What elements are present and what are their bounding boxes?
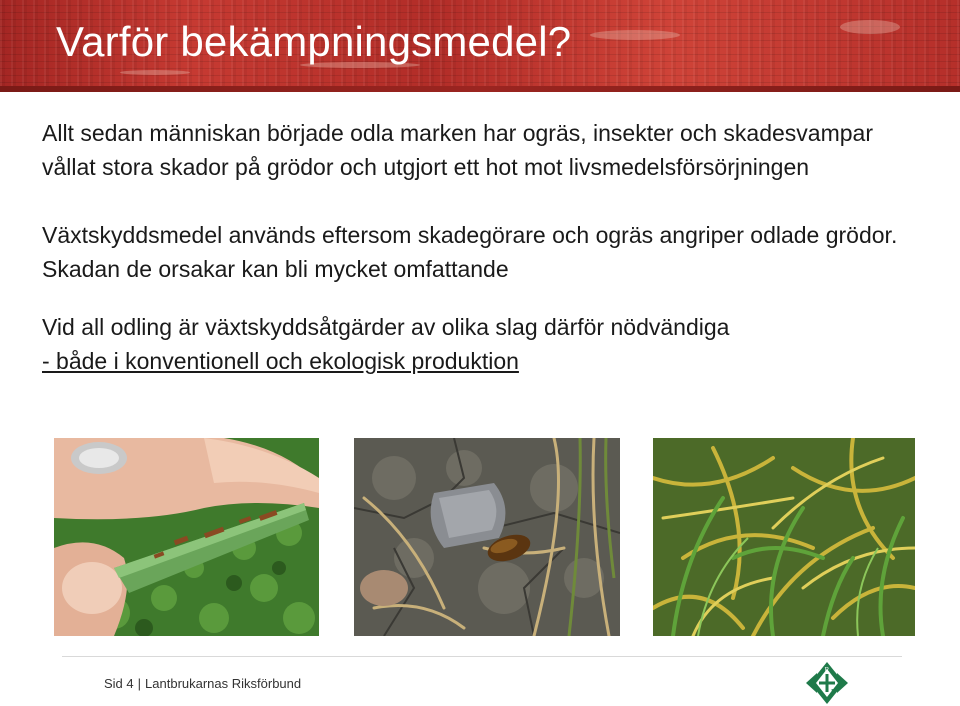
slide-title: Varför bekämpningsmedel? bbox=[56, 18, 572, 65]
yellowing-crop-photo bbox=[653, 438, 915, 636]
organization-name: Lantbrukarnas Riksförbund bbox=[145, 676, 302, 691]
page-number: Sid 4 bbox=[104, 676, 134, 691]
header-divider bbox=[0, 86, 960, 92]
footer-text bbox=[104, 676, 301, 691]
conclusion-line-2: - både i konventionell och ekologisk produktion bbox=[42, 348, 519, 374]
conclusion-line-1: Vid all odling är växtskyddsåtgärder av olika slag därför nödvändiga bbox=[42, 314, 730, 340]
lrf-logo bbox=[800, 660, 854, 706]
logo-letter-r: R bbox=[824, 666, 830, 674]
header-banner bbox=[0, 0, 960, 90]
logo-letter-f: F bbox=[831, 688, 835, 696]
paragraph-intro: Allt sedan människan började odla marken har ogräs, insekter och skadesvampar vållat stora skador på grödor och utgjort ett hot mot livsmedelsförsörjningen bbox=[42, 120, 873, 180]
footer-separator: | bbox=[137, 676, 142, 691]
slug-on-soil-photo bbox=[354, 438, 620, 636]
diseased-leaf-photo bbox=[54, 438, 319, 636]
logo-letter-l: L bbox=[818, 688, 824, 696]
footer-divider bbox=[62, 656, 902, 657]
paragraph-reason: Växtskyddsmedel används eftersom skadegörare och ogräs angriper odlade grödor. Skadan de orsakar kan bli mycket omfattande bbox=[42, 222, 898, 282]
slide-body bbox=[42, 116, 922, 378]
paragraph-conclusion bbox=[42, 310, 922, 378]
